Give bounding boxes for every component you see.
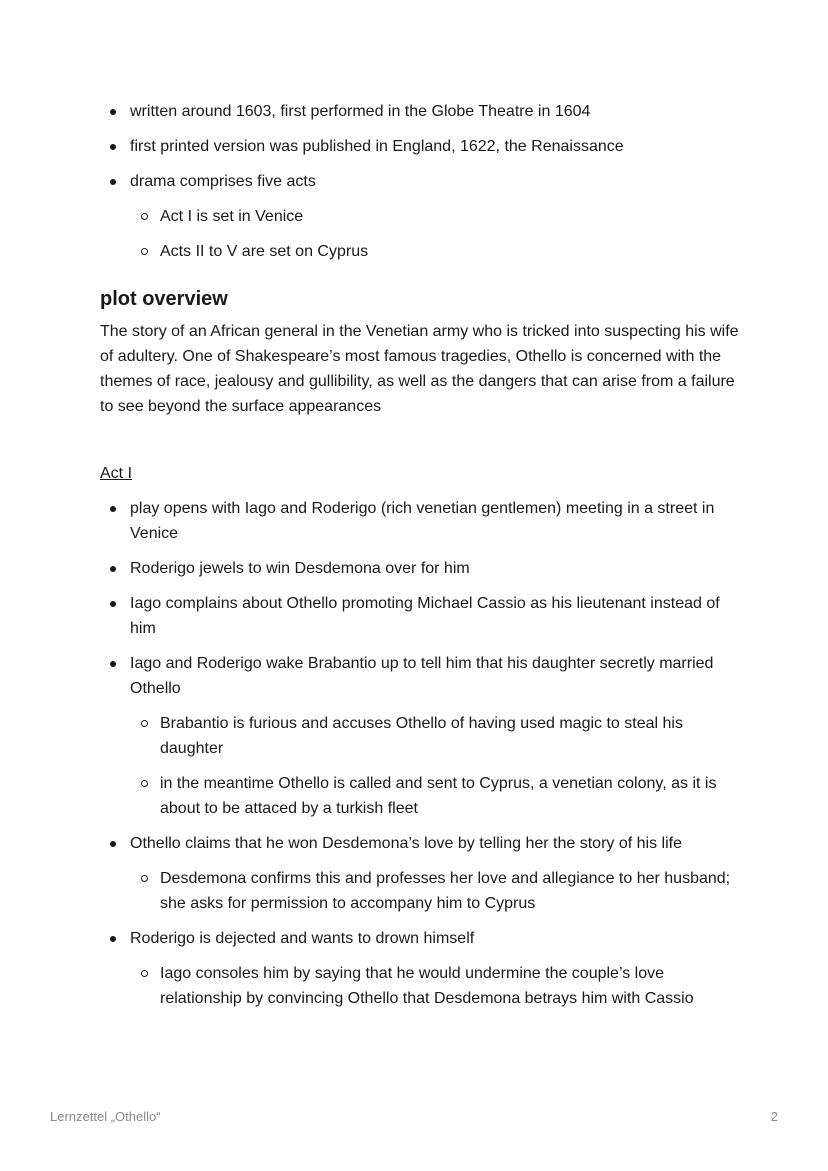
sub-list-item — [130, 239, 740, 264]
sub-list — [130, 711, 740, 821]
list-item — [100, 591, 740, 641]
sub-list-item-text: Desdemona confirms this and professes her love and allegiance to her husband; she asks for permission to accompany him to Cyprus — [160, 870, 731, 912]
list-item-text: Roderigo is dejected and wants to drown himself — [130, 930, 475, 947]
list-item — [100, 556, 740, 581]
footer-title: Lernzettel „Othello“ — [50, 1109, 161, 1124]
sub-list — [130, 204, 740, 264]
sub-list-item-text: in the meantime Othello is called and sent to Cyprus, a venetian colony, as it is about to be attaced by a turkish fleet — [160, 775, 717, 817]
list-item — [100, 651, 740, 821]
list-item-text: play opens with Iago and Roderigo (rich venetian gentlemen) meeting in a street in Venice — [130, 500, 715, 542]
bullet-icon — [110, 566, 116, 572]
sub-list — [130, 866, 740, 916]
list-item-text: written around 1603, first performed in the Globe Theatre in 1604 — [130, 103, 591, 120]
list-item-text: first printed version was published in England, 1622, the Renaissance — [130, 138, 624, 155]
bullet-icon — [110, 144, 116, 150]
sub-list-item-text: Act I is set in Venice — [160, 208, 304, 225]
sub-list-item — [130, 711, 740, 761]
sub-list-item — [130, 771, 740, 821]
bullet-icon — [110, 841, 116, 847]
sub-list-item — [130, 204, 740, 229]
bullet-icon — [110, 936, 116, 942]
bullet-icon — [110, 109, 116, 115]
sub-list-item — [130, 961, 740, 1011]
list-item-text: Iago complains about Othello promoting Michael Cassio as his lieutenant instead of him — [130, 595, 720, 637]
circle-bullet-icon — [141, 213, 148, 220]
sub-list-item-text: Iago consoles him by saying that he would undermine the couple’s love relationship by convincing Othello that Desdemona betrays him with Cassio — [160, 965, 694, 1007]
section-heading: plot overview — [100, 288, 228, 310]
list-item — [100, 99, 740, 124]
intro-list — [100, 99, 740, 274]
circle-bullet-icon — [141, 875, 148, 882]
list-item-text: Roderigo jewels to win Desdemona over for him — [130, 560, 470, 577]
circle-bullet-icon — [141, 780, 148, 787]
list-item — [100, 169, 740, 264]
act-heading: Act I — [100, 465, 133, 482]
bullet-icon — [110, 661, 116, 667]
list-item-text: Iago and Roderigo wake Brabantio up to tell him that his daughter secretly married Othello — [130, 655, 714, 697]
list-item — [100, 926, 740, 1011]
circle-bullet-icon — [141, 970, 148, 977]
page-number: 2 — [770, 1109, 778, 1124]
list-item — [100, 134, 740, 159]
sub-list-item — [130, 866, 740, 916]
sub-list-item-text: Brabantio is furious and accuses Othello of having used magic to steal his daughter — [160, 715, 683, 757]
list-item — [100, 831, 740, 916]
sub-list — [130, 961, 740, 1011]
plot-overview-paragraph: The story of an African general in the Venetian army who is tricked into suspecting his wife of adultery. One of Shakespeare’s most famous tragedies, Othello is concerned with the themes of race, jealousy and gullibility, as well as the dangers that can arise from a failure to see beyond the surface appearances — [100, 323, 739, 415]
circle-bullet-icon — [141, 720, 148, 727]
bullet-icon — [110, 601, 116, 607]
list-item-text: Othello claims that he won Desdemona’s love by telling her the story of his life — [130, 835, 682, 852]
act-list — [100, 496, 740, 1021]
list-item-text: drama comprises five acts — [130, 173, 316, 190]
bullet-icon — [110, 506, 116, 512]
bullet-icon — [110, 179, 116, 185]
sub-list-item-text: Acts II to V are set on Cyprus — [160, 243, 369, 260]
circle-bullet-icon — [141, 248, 148, 255]
list-item — [100, 496, 740, 546]
